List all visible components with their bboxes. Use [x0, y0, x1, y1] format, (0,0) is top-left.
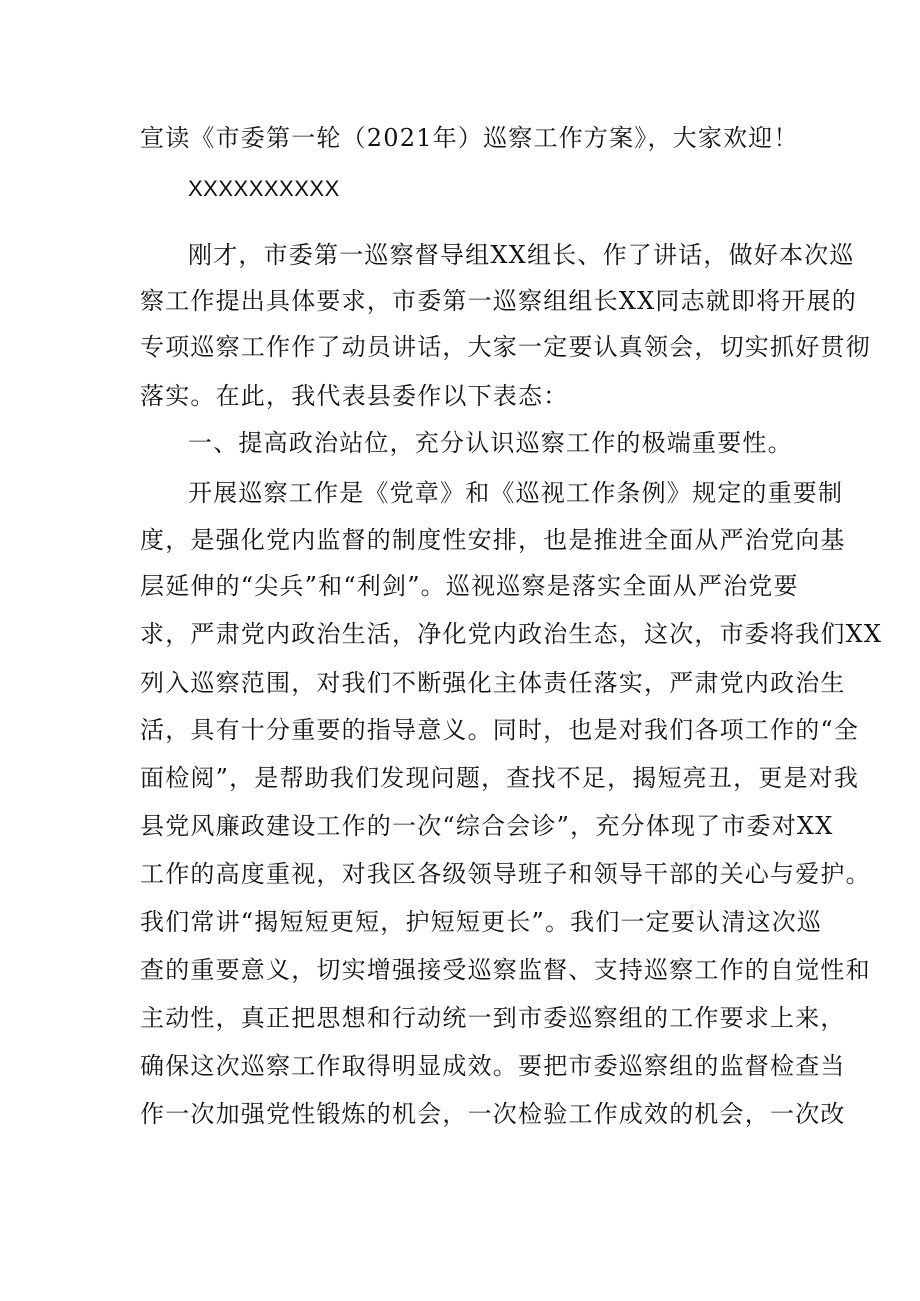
- intro-line: 宣读《市委第一轮（2021年）巡察工作方案》，大家欢迎！: [140, 124, 799, 152]
- paragraph-2-line-12: 主动性，真正把思想和行动统一到市委巡察组的工作要求上来，: [140, 1004, 846, 1032]
- paragraph-2-line-6: 活，具有十分重要的指导意义。同时，也是对我们各项工作的“全: [140, 716, 860, 744]
- paragraph-2-line-4: 求，严肃党内政治生活，净化党内政治生态，这次，市委将我们XX: [140, 620, 883, 648]
- paragraph-2-line-10: 我们常讲“揭短短更短，护短短更长”。我们一定要认清这次巡: [140, 908, 823, 936]
- section-heading: 一、提高政治站位，充分认识巡察工作的极端重要性。: [188, 429, 793, 457]
- paragraph-2-line-5: 列入巡察范围，对我们不断强化主体责任落实，严肃党内政治生: [140, 669, 846, 697]
- paragraph-2-line-13: 确保这次巡察工作取得明显成效。要把市委巡察组的监督检查当: [140, 1052, 846, 1080]
- paragraph-2-line-3: 层延伸的“尖兵”和“利剑”。巡视巡察是落实全面从严治党要: [140, 572, 799, 600]
- paragraph-2-line-7: 面检阅”，是帮助我们发现问题，查找不足，揭短亮丑，更是对我: [140, 764, 860, 792]
- paragraph-2-line-9: 工作的高度重视，对我区各级领导班子和领导干部的关心与爱护。: [140, 860, 871, 888]
- paragraph-1-line-4: 落实。在此，我代表县委作以下表态：: [140, 382, 569, 410]
- paragraph-1-line-1: 刚才，市委第一巡察督导组XX组长、作了讲话，做好本次巡: [188, 241, 855, 269]
- paragraph-1-line-3: 专项巡察工作作了动员讲话，大家一定要认真领会，切实抓好贯彻: [140, 333, 871, 361]
- paragraph-2-line-2: 度，是强化党内监督的制度性安排，也是推进全面从严治党向基: [140, 526, 846, 554]
- paragraph-2-line-1: 开展巡察工作是《党章》和《巡视工作条例》规定的重要制: [188, 479, 844, 507]
- paragraph-1-line-2: 察工作提出具体要求，市委第一巡察组组长XX同志就即将开展的: [140, 287, 857, 315]
- section-code: XXXXXXXXXX: [188, 176, 340, 201]
- paragraph-2-line-11: 查的重要意义，切实增强接受巡察监督、支持巡察工作的自觉性和: [140, 956, 871, 984]
- paragraph-2-line-14: 作一次加强党性锻炼的机会，一次检验工作成效的机会，一次改: [140, 1100, 846, 1128]
- paragraph-2-line-8: 县党风廉政建设工作的一次“综合会诊”，充分体现了市委对XX: [140, 812, 834, 840]
